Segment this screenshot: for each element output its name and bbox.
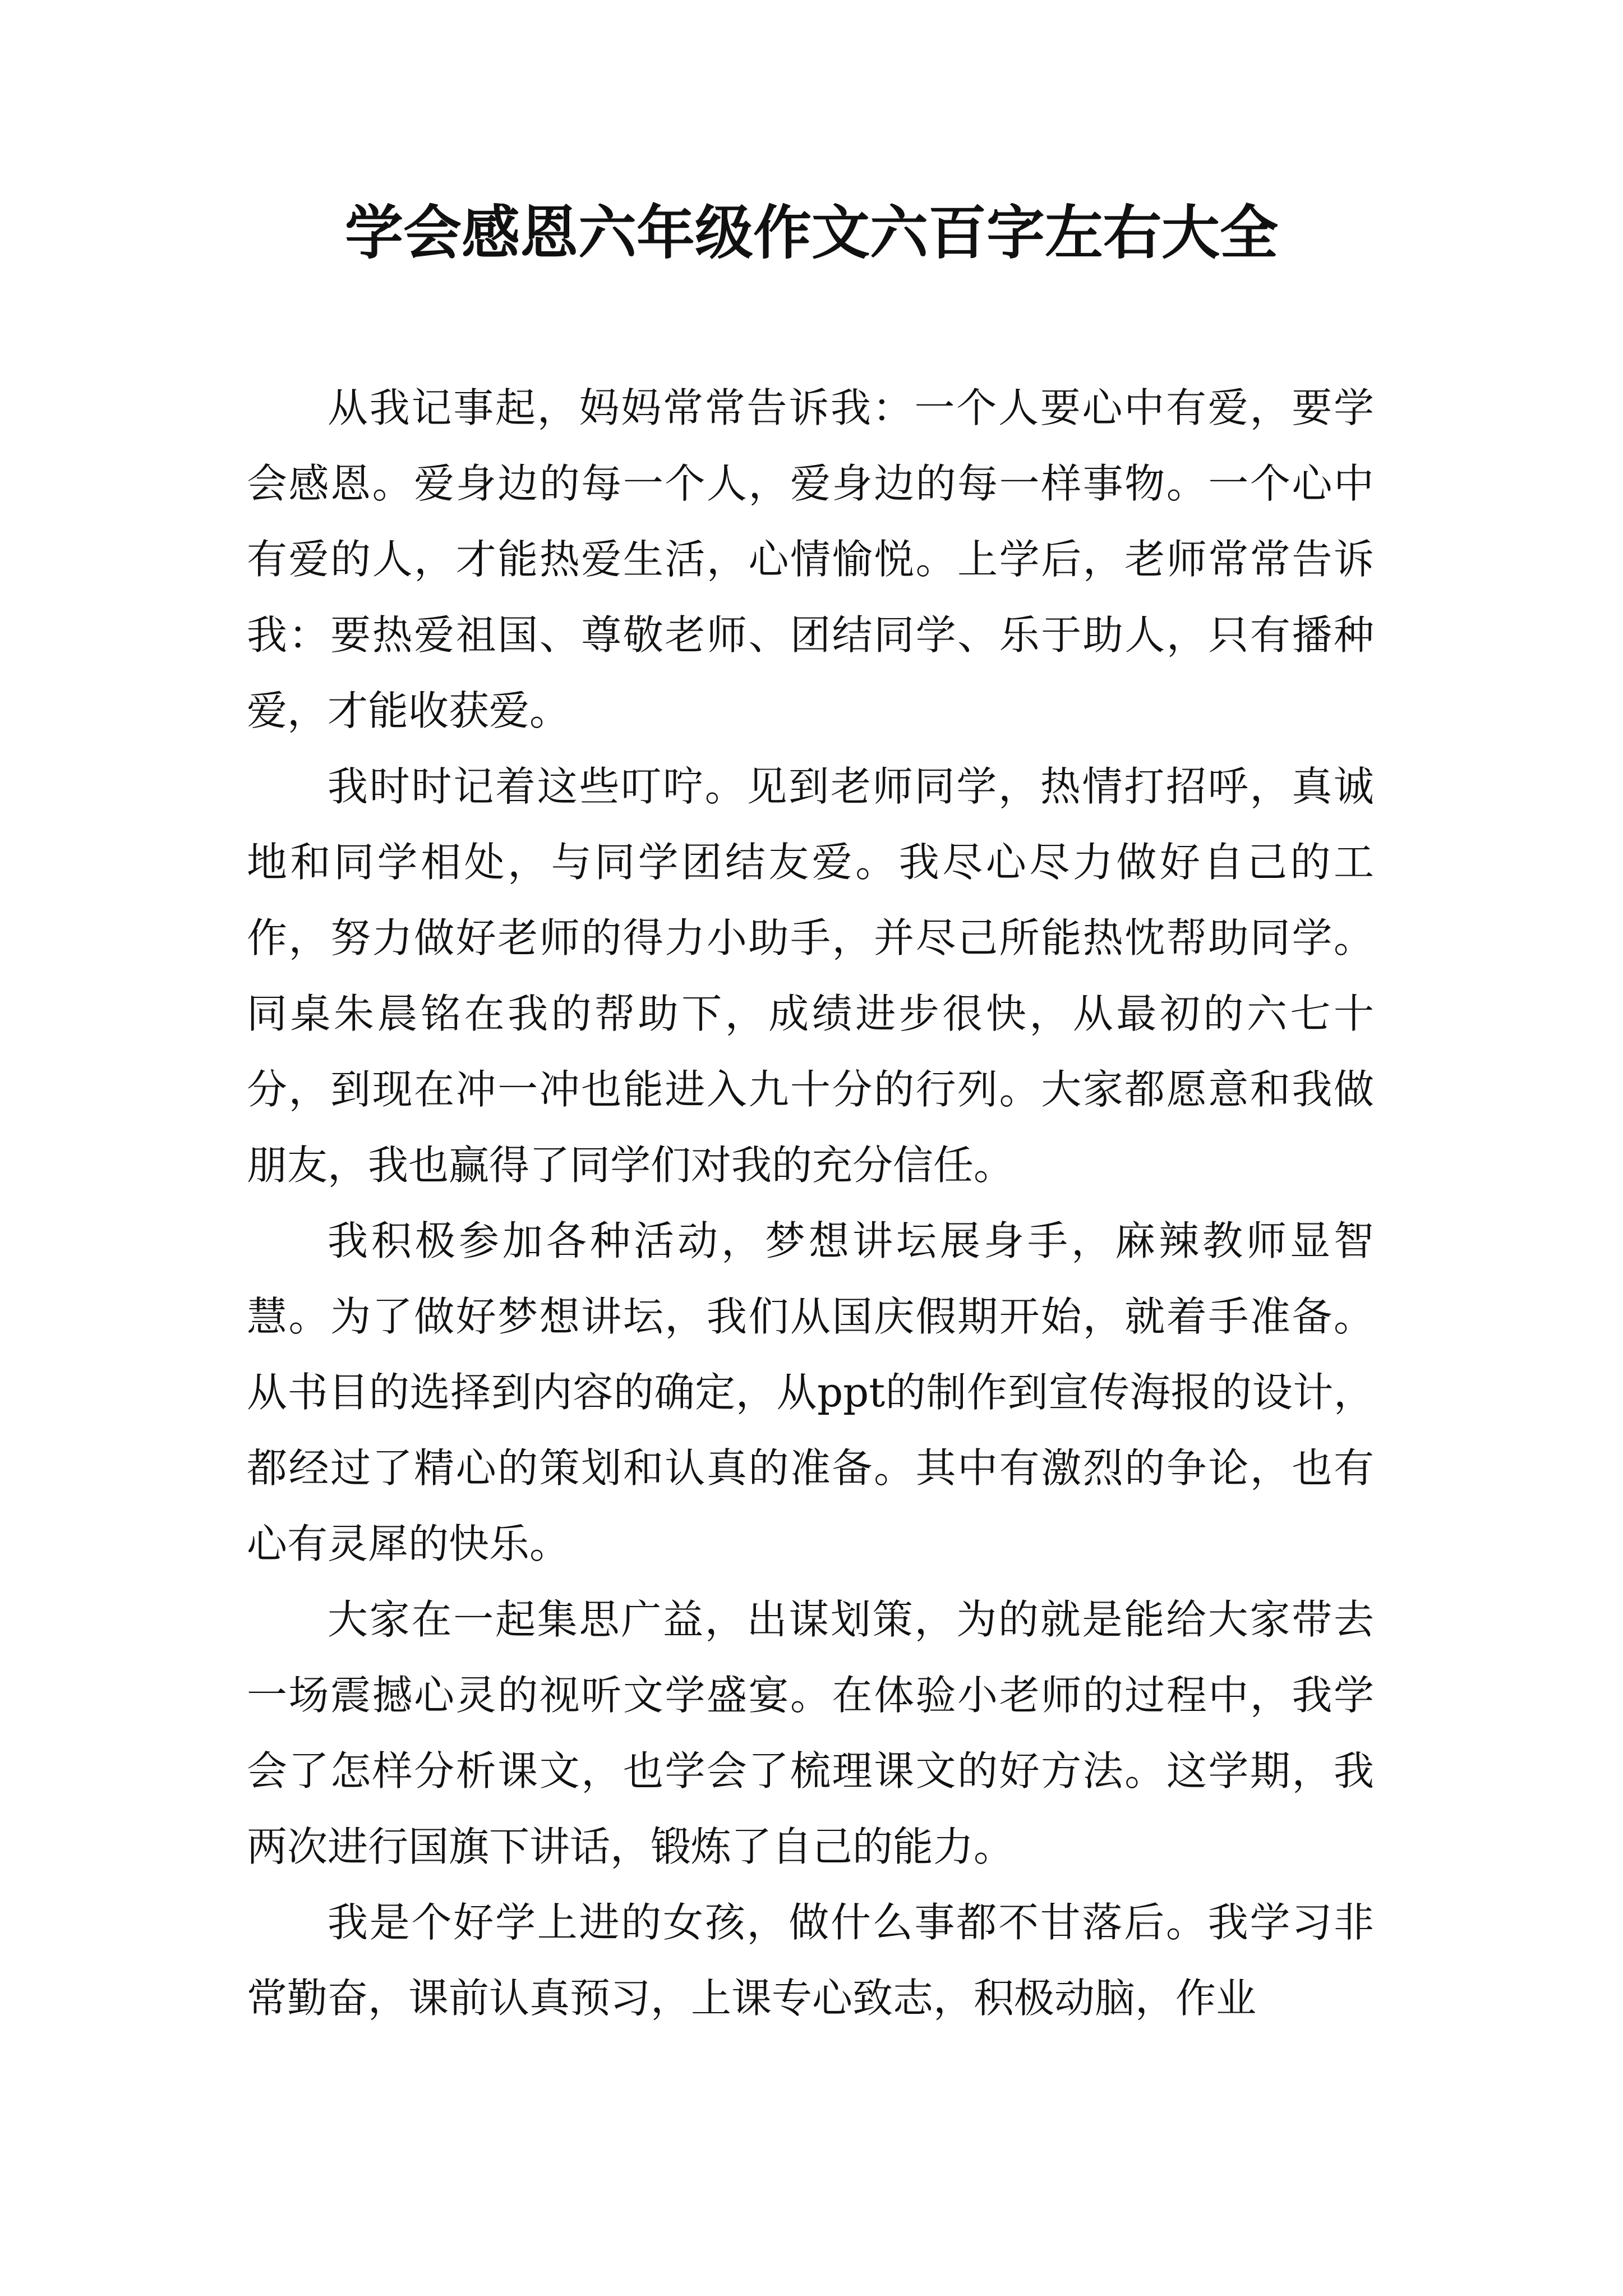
paragraph: 我是个好学上进的女孩，做什么事都不甘落后。我学习非常勤奋，课前认真预习，上课专心致志，积极动脑，作业	[247, 1899, 1374, 2022]
document-body	[247, 370, 1374, 2036]
paragraph: 我时时记着这些叮咛。见到老师同学，热情打招呼，真诚地和同学相处，与同学团结友爱。我尽心尽力做好自己的工作，努力做好老师的得力小助手，并尽己所能热忱帮助同学。同桌朱晨铭在我的帮助下，成绩进步很快，从最初的六七十分，到现在冲一冲也能进入九十分的行列。大家都愿意和我做朋友，我也赢得了同学们对我的充分信任。	[247, 763, 1374, 1189]
paragraph: 从我记事起，妈妈常常告诉我：一个人要心中有爱，要学会感恩。爱身边的每一个人，爱身边的每一样事物。一个心中有爱的人，才能热爱生活，心情愉悦。上学后，老师常常告诉我：要热爱祖国、尊敬老师、团结同学、乐于助人，只有播种爱，才能收获爱。	[247, 384, 1374, 734]
paragraph: 大家在一起集思广益，出谋划策，为的就是能给大家带去一场震撼心灵的视听文学盛宴。在体验小老师的过程中，我学会了怎样分析课文，也学会了梳理课文的好方法。这学期，我两次进行国旗下讲话，锻炼了自己的能力。	[247, 1596, 1374, 1870]
document-title: 学会感恩六年级作文六百字左右大全	[344, 198, 1278, 267]
paragraph: 我积极参加各种活动，梦想讲坛展身手，麻辣教师显智慧。为了做好梦想讲坛，我们从国庆假期开始，就着手准备。从书目的选择到内容的确定，从ppt的制作到宣传海报的设计，都经过了精心的策划和认真的准备。其中有激烈的争论，也有心有灵犀的快乐。	[247, 1217, 1374, 1567]
